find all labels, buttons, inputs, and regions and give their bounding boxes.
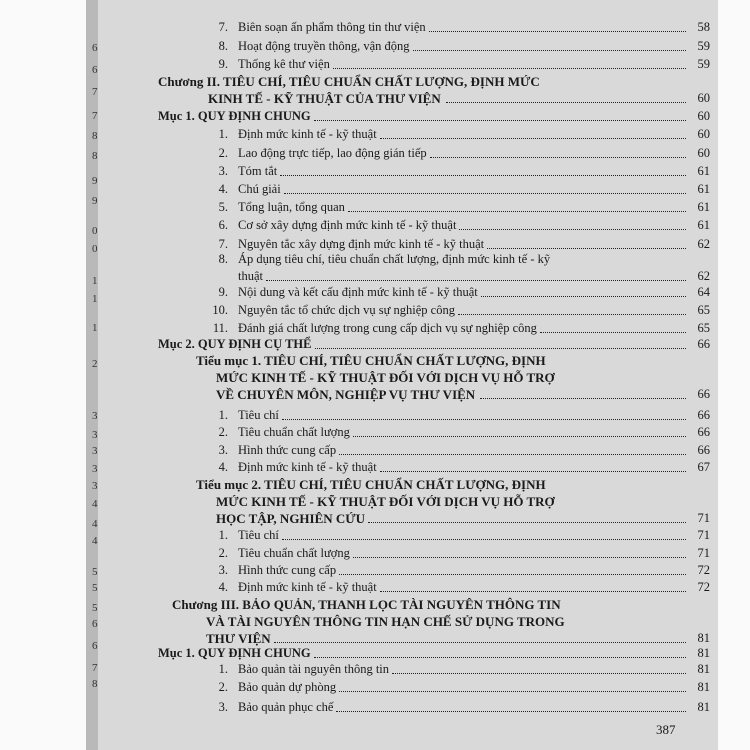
- toc-item-number: 1.: [218, 662, 228, 676]
- previous-page-number: 3: [92, 463, 98, 475]
- previous-page-number: 4: [92, 498, 98, 510]
- toc-item-number: 3.: [218, 443, 228, 457]
- toc-page-number: 60: [697, 127, 710, 141]
- toc-item-number: 7.: [218, 237, 228, 251]
- previous-page-number: 6: [92, 42, 98, 54]
- toc-page-number: 67: [697, 460, 710, 474]
- previous-page-number: 3: [92, 445, 98, 457]
- toc-page-number: 81: [697, 700, 710, 714]
- toc-item-number: 3.: [218, 164, 228, 178]
- previous-page-number: 9: [92, 195, 98, 207]
- dot-leader: [336, 711, 686, 712]
- dot-leader: [380, 471, 686, 472]
- dot-leader: [314, 657, 686, 658]
- toc-chapter-heading: MỨC KINH TẾ - KỸ THUẬT ĐỐI VỚI DỊCH VỤ HỖ TRỢ: [216, 370, 555, 385]
- toc-section-heading: Mục 1. QUY ĐỊNH CHUNG: [158, 109, 311, 123]
- toc-item-title: Bảo quản tài nguyên thông tin: [238, 662, 390, 676]
- toc-page-number: 72: [697, 563, 710, 577]
- dot-leader: [540, 332, 686, 333]
- toc-item-title: Áp dụng tiêu chí, tiêu chuẩn chất lượng, định mức kinh tế - kỹ: [238, 252, 551, 266]
- dot-leader: [280, 175, 686, 176]
- toc-page-number: 61: [697, 200, 710, 214]
- toc-item-number: 2.: [218, 425, 228, 439]
- toc-item-number: 8.: [218, 252, 228, 266]
- toc-item-number: 4.: [218, 580, 228, 594]
- previous-page-numbers: [0, 0, 100, 750]
- dot-leader: [353, 557, 686, 558]
- dot-leader: [429, 31, 686, 32]
- toc-page-number: 81: [697, 680, 710, 694]
- toc-item-title: Định mức kinh tế - kỹ thuật: [238, 127, 377, 141]
- dot-leader: [446, 102, 686, 103]
- previous-page-number: 1: [92, 322, 98, 334]
- dot-leader: [348, 211, 686, 212]
- toc-chapter-heading: KINH TẾ - KỸ THUẬT CỦA THƯ VIỆN: [208, 91, 441, 106]
- toc-page-number: 61: [697, 164, 710, 178]
- toc-item-number: 3.: [218, 563, 228, 577]
- dot-leader: [487, 248, 686, 249]
- toc-item-number: 8.: [218, 39, 228, 53]
- toc-page-number: 71: [697, 528, 710, 542]
- toc-item-title: Tiêu chuẩn chất lượng: [238, 546, 350, 560]
- toc-chapter-heading: HỌC TẬP, NGHIÊN CỨU: [216, 511, 366, 526]
- dot-leader: [481, 296, 686, 297]
- previous-page-number: 2: [92, 358, 98, 370]
- toc-item-title: Cơ sở xây dựng định mức kinh tế - kỹ thuật: [238, 218, 457, 232]
- toc-page-number: 58: [697, 20, 710, 34]
- toc-page-number: 71: [697, 511, 710, 525]
- dot-leader: [274, 642, 686, 643]
- previous-page-number: 7: [92, 110, 98, 122]
- toc-page-number: 60: [697, 91, 710, 105]
- toc-item-title: Nội dung và kết cấu định mức kinh tế - kỹ thuật: [238, 285, 478, 299]
- previous-page-number: 9: [92, 175, 98, 187]
- dot-leader: [380, 138, 686, 139]
- previous-page-number: 6: [92, 64, 98, 76]
- toc-item-number: 1.: [218, 127, 228, 141]
- toc-chapter-heading: Tiểu mục 1. TIÊU CHÍ, TIÊU CHUẨN CHẤT LƯỢNG, ĐỊNH: [196, 353, 546, 368]
- toc-item-number: 4.: [218, 460, 228, 474]
- dot-leader: [282, 539, 686, 540]
- toc-page-number: 60: [697, 146, 710, 160]
- toc-page-number: 62: [697, 269, 710, 283]
- toc-item-title: Lao động trực tiếp, lao động gián tiếp: [238, 146, 427, 160]
- previous-page-number: 3: [92, 410, 98, 422]
- table-of-contents-page: [98, 0, 718, 750]
- previous-page-number: 8: [92, 130, 98, 142]
- toc-chapter-heading: THƯ VIỆN: [206, 631, 271, 646]
- toc-page-number: 66: [697, 337, 710, 351]
- previous-page-number: 0: [92, 225, 98, 237]
- toc-page-number: 72: [697, 580, 710, 594]
- previous-page-number: 6: [92, 640, 98, 652]
- dot-leader: [315, 348, 686, 349]
- dot-leader: [413, 50, 686, 51]
- dot-leader: [368, 522, 686, 523]
- dot-leader: [266, 280, 686, 281]
- toc-item-title: Định mức kinh tế - kỹ thuật: [238, 580, 377, 594]
- dot-leader: [282, 419, 686, 420]
- previous-page-number: 8: [92, 678, 98, 690]
- toc-page-number: 81: [697, 662, 710, 676]
- folio-page-number: 387: [656, 722, 676, 737]
- toc-page-number: 71: [697, 546, 710, 560]
- toc-item-title: Tổng luận, tổng quan: [238, 200, 345, 214]
- dot-leader: [480, 398, 686, 399]
- previous-page-number: 5: [92, 602, 98, 614]
- toc-item-title: Nguyên tắc xây dựng định mức kinh tế - kỹ thuật: [238, 237, 485, 251]
- toc-item-number: 2.: [218, 546, 228, 560]
- toc-item-title: Chú giải: [238, 182, 281, 196]
- toc-page-number: 66: [697, 387, 710, 401]
- toc-page-number: 66: [697, 425, 710, 439]
- toc-chapter-heading: Tiểu mục 2. TIÊU CHÍ, TIÊU CHUẨN CHẤT LƯỢNG, ĐỊNH: [196, 477, 546, 492]
- previous-page-number: 3: [92, 480, 98, 492]
- toc-item-number: 9.: [218, 57, 228, 71]
- toc-page-number: 59: [697, 39, 710, 53]
- toc-page-number: 61: [697, 218, 710, 232]
- toc-page-number: 66: [697, 408, 710, 422]
- previous-page-number: 3: [92, 429, 98, 441]
- toc-item-title: Tiêu chí: [238, 528, 279, 542]
- toc-page-number: 81: [697, 646, 710, 660]
- toc-item-title: Nguyên tắc tổ chức dịch vụ sự nghiệp công: [238, 303, 455, 317]
- previous-page-number: 8: [92, 150, 98, 162]
- toc-item-title: Bảo quản phục chế: [238, 700, 334, 714]
- toc-item-title: Bảo quản dự phòng: [238, 680, 337, 694]
- previous-page-number: 6: [92, 618, 98, 630]
- previous-page-number: 1: [92, 293, 98, 305]
- toc-item-number: 1.: [218, 408, 228, 422]
- toc-item-number: 2.: [218, 146, 228, 160]
- toc-page-number: 66: [697, 443, 710, 457]
- toc-item-number: 3.: [218, 700, 228, 714]
- toc-item-title: Hình thức cung cấp: [238, 443, 337, 457]
- toc-item-title: Biên soạn ấn phẩm thông tin thư viện: [238, 20, 426, 34]
- toc-item-number: 4.: [218, 182, 228, 196]
- toc-item-number: 2.: [218, 680, 228, 694]
- toc-item-title: Thống kê thư viện: [238, 57, 330, 71]
- toc-item-number: 11.: [212, 321, 228, 335]
- dot-leader: [458, 314, 686, 315]
- toc-page-number: 59: [697, 57, 710, 71]
- toc-item-title: Tiêu chí: [238, 408, 279, 422]
- previous-page-number: 0: [92, 243, 98, 255]
- toc-item-title: Hoạt động truyền thông, vận động: [238, 39, 410, 53]
- dot-leader: [459, 229, 686, 230]
- toc-page-number: 62: [697, 237, 710, 251]
- toc-item-title: Định mức kinh tế - kỹ thuật: [238, 460, 377, 474]
- previous-page-number: 1: [92, 275, 98, 287]
- dot-leader: [430, 157, 686, 158]
- previous-page-number: 7: [92, 662, 98, 674]
- toc-item-number: 9.: [218, 285, 228, 299]
- toc-page-number: 65: [697, 321, 710, 335]
- toc-page-number: 64: [697, 285, 710, 299]
- toc-item-title: Đánh giá chất lượng trong cung cấp dịch vụ sự nghiệp công: [238, 321, 537, 335]
- previous-page-number: 5: [92, 566, 98, 578]
- toc-item-number: 10.: [212, 303, 228, 317]
- toc-item-title: Tóm tắt: [238, 164, 278, 178]
- previous-page-number: 7: [92, 86, 98, 98]
- toc-page-number: 65: [697, 303, 710, 317]
- toc-item-number: 5.: [218, 200, 228, 214]
- dot-leader: [339, 574, 686, 575]
- toc-chapter-heading: Chương III. BẢO QUẢN, THANH LỌC TÀI NGUYÊN THÔNG TIN: [172, 597, 561, 612]
- toc-item-number: 7.: [218, 20, 228, 34]
- dot-leader: [353, 436, 686, 437]
- toc-item-title: thuật: [238, 269, 263, 283]
- dot-leader: [284, 193, 686, 194]
- toc-item-number: 6.: [218, 218, 228, 232]
- toc-item-title: Hình thức cung cấp: [238, 563, 337, 577]
- toc-item-number: 1.: [218, 528, 228, 542]
- dot-leader: [333, 68, 686, 69]
- previous-page-number: 4: [92, 535, 98, 547]
- previous-page-number: 4: [92, 518, 98, 530]
- toc-section-heading: Mục 1. QUY ĐỊNH CHUNG: [158, 646, 311, 660]
- dot-leader: [314, 120, 686, 121]
- toc-page-number: 81: [697, 631, 710, 645]
- toc-chapter-heading: VÀ TÀI NGUYÊN THÔNG TIN HẠN CHẾ SỬ DỤNG TRONG: [206, 614, 565, 629]
- toc-page-number: 60: [697, 109, 710, 123]
- dot-leader: [380, 591, 686, 592]
- toc-chapter-heading: Chương II. TIÊU CHÍ, TIÊU CHUẨN CHẤT LƯỢNG, ĐỊNH MỨC: [158, 74, 540, 89]
- previous-page-number: 5: [92, 582, 98, 594]
- toc-chapter-heading: MỨC KINH TẾ - KỸ THUẬT ĐỐI VỚI DỊCH VỤ HỖ TRỢ: [216, 494, 555, 509]
- toc-item-title: Tiêu chuẩn chất lượng: [238, 425, 350, 439]
- dot-leader: [392, 673, 686, 674]
- dot-leader: [339, 454, 686, 455]
- toc-page-number: 61: [697, 182, 710, 196]
- dot-leader: [339, 691, 686, 692]
- toc-chapter-heading: VỀ CHUYÊN MÔN, NGHIỆP VỤ THƯ VIỆN: [216, 387, 476, 402]
- toc-section-heading: Mục 2. QUY ĐỊNH CỤ THỂ: [158, 337, 312, 351]
